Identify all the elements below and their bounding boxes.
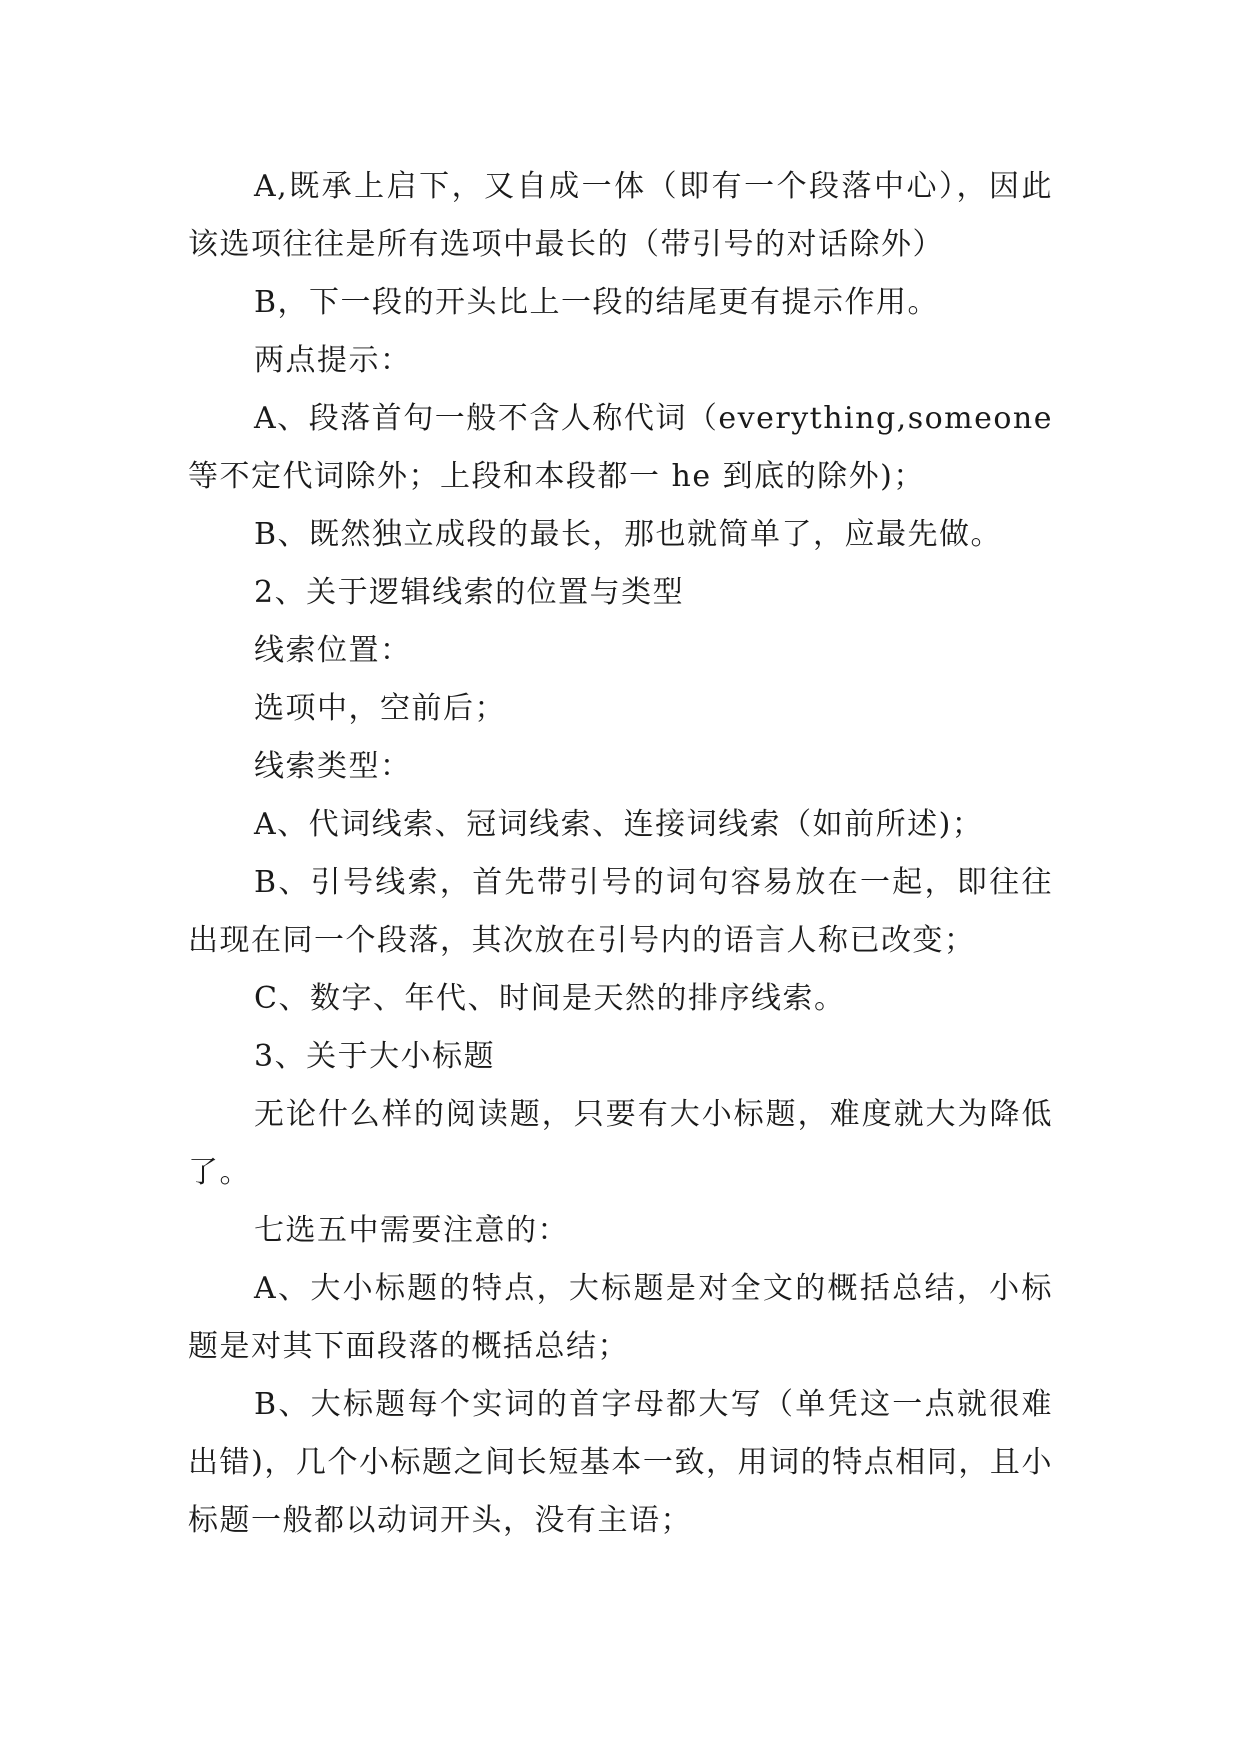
paragraph: B、既然独立成段的最长，那也就简单了，应最先做。	[254, 517, 1003, 552]
paragraph: 无论什么样的阅读题，只要有大小标题，难度就大为降低了。	[188, 1097, 1053, 1190]
paragraph: 两点提示：	[254, 343, 412, 378]
paragraph: 选项中，空前后；	[254, 691, 506, 726]
paragraph: B、大标题每个实词的首字母都大写（单凭这一点就很难出错)，几个小标题之间长短基本一致，用词的特点相同，且小标题一般都以动词开头，没有主语；	[188, 1387, 1053, 1538]
paragraph: 线索位置：	[254, 633, 412, 668]
section-heading: 3、关于大小标题	[254, 1039, 496, 1074]
paragraph: 线索类型：	[254, 749, 412, 784]
paragraph: B，下一段的开头比上一段的结尾更有提示作用。	[254, 285, 940, 320]
paragraph: A,既承上启下，又自成一体（即有一个段落中心），因此该选项往往是所有选项中最长的（带引号的对话除外）	[188, 169, 1053, 262]
paragraph: A、代词线索、冠词线索、连接词线索（如前所述)；	[254, 807, 984, 842]
paragraph: C、数字、年代、时间是天然的排序线索。	[254, 981, 846, 1016]
paragraph: A、段落首句一般不含人称代词（everything,someone等不定代词除外；上段和本段都一 he 到底的除外)；	[188, 401, 1053, 494]
document-body	[188, 158, 1053, 1550]
paragraph: B、引号线索，首先带引号的词句容易放在一起，即往往出现在同一个段落，其次放在引号内的语言人称已改变；	[188, 865, 1053, 958]
paragraph: 七选五中需要注意的：	[254, 1213, 569, 1248]
paragraph: A、大小标题的特点，大标题是对全文的概括总结，小标题是对其下面段落的概括总结；	[188, 1271, 1053, 1364]
section-heading: 2、关于逻辑线索的位置与类型	[254, 575, 685, 610]
